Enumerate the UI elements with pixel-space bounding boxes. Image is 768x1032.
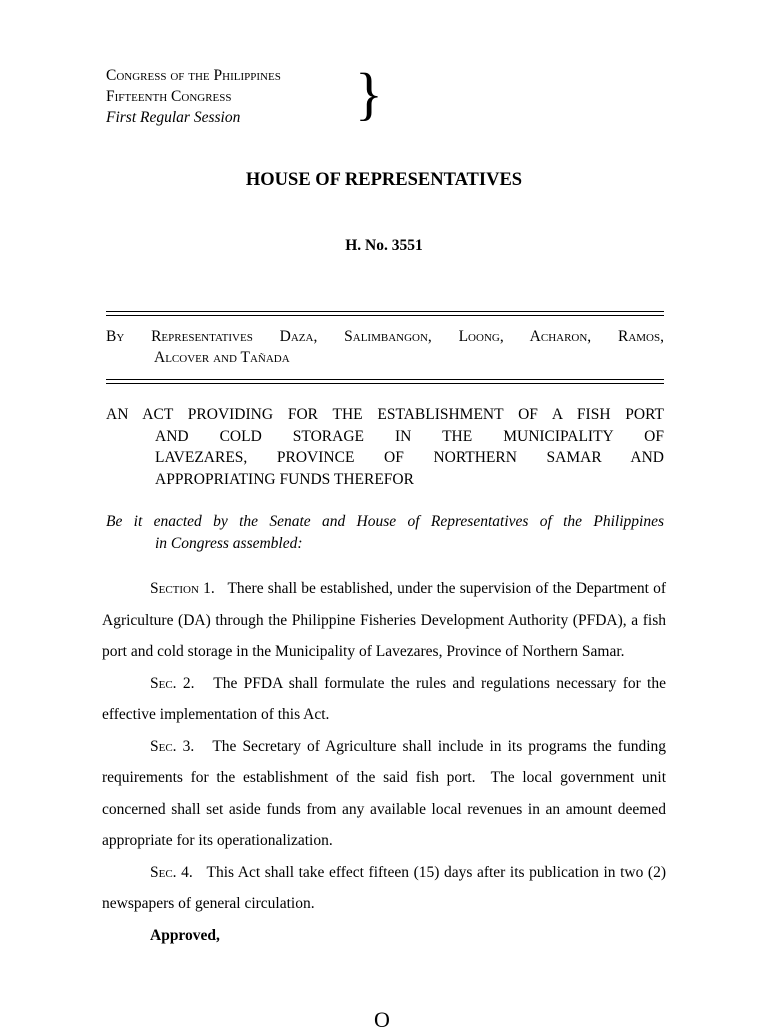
section-label: Sec. 2. xyxy=(150,674,195,692)
divider-top-2 xyxy=(106,315,664,316)
section-label: Section 1. xyxy=(150,580,215,597)
enacting-clause-line-1: Be it enacted by the Senate and House of Representatives of the Philippines xyxy=(106,513,664,530)
congress-number: Fifteenth Congress xyxy=(106,88,232,105)
bill-body xyxy=(102,573,670,951)
section-text: This Act shall take effect fifteen (15) days after its publication in two (2) newspapers of general circulation. xyxy=(102,863,666,912)
authors-block xyxy=(106,326,664,368)
session-name: First Regular Session xyxy=(106,109,241,126)
section-text: The PFDA shall formulate the rules and regulations necessary for the effective implementation of this Act. xyxy=(102,674,666,723)
congress-name: Congress of the Philippines xyxy=(106,67,281,84)
section-text: There shall be established, under the supervision of the Department of Agriculture (DA) through the Philippine Fisheries Development Authority (PFDA), a fish port and cold storage in the Municipality of Lavezares, Province of Northern Samar. xyxy=(102,580,667,660)
chamber-title: HOUSE OF REPRESENTATIVES xyxy=(245,170,523,190)
act-title xyxy=(106,404,664,490)
approved-line: Approved, xyxy=(150,926,220,944)
act-title-line-2: AND COLD STORAGE IN THE MUNICIPALITY OF xyxy=(155,427,664,445)
section-label: Sec. 3. xyxy=(150,737,195,755)
act-title-line-1: AN ACT PROVIDING FOR THE ESTABLISHMENT OF A FISH PORT xyxy=(106,406,664,423)
act-title-line-4: APPROPRIATING FUNDS THEREFOR xyxy=(155,470,414,488)
divider-bottom-2 xyxy=(106,383,664,384)
authors-line-2: Alcover and Tañada xyxy=(154,349,290,366)
act-title-line-3: LAVEZARES, PROVINCE OF NORTHERN SAMAR AND xyxy=(155,449,664,466)
divider-bottom-1 xyxy=(106,379,664,380)
bill-number: H. No. 3551 xyxy=(345,237,423,254)
section-label: Sec. 4. xyxy=(150,863,193,881)
section-4 xyxy=(102,857,666,920)
congress-header xyxy=(106,65,281,128)
section-2 xyxy=(102,668,666,731)
section-text: The Secretary of Agriculture shall include in its programs the funding requirements for the establishment of the said fish port. The local government unit concerned shall set aside funds from any available local revenues in an amount deemed appropriate for its operationalization. xyxy=(102,737,670,849)
end-mark: O xyxy=(374,1007,390,1032)
section-3 xyxy=(102,731,670,857)
enacting-clause xyxy=(106,511,664,554)
divider-top-1 xyxy=(106,311,664,312)
header-brace: } xyxy=(355,61,383,126)
enacting-clause-line-2: in Congress assembled: xyxy=(155,534,303,552)
section-1 xyxy=(102,573,666,668)
authors-line-1: By Representatives Daza, Salimbangon, Loong, Acharon, Ramos, xyxy=(106,328,664,345)
